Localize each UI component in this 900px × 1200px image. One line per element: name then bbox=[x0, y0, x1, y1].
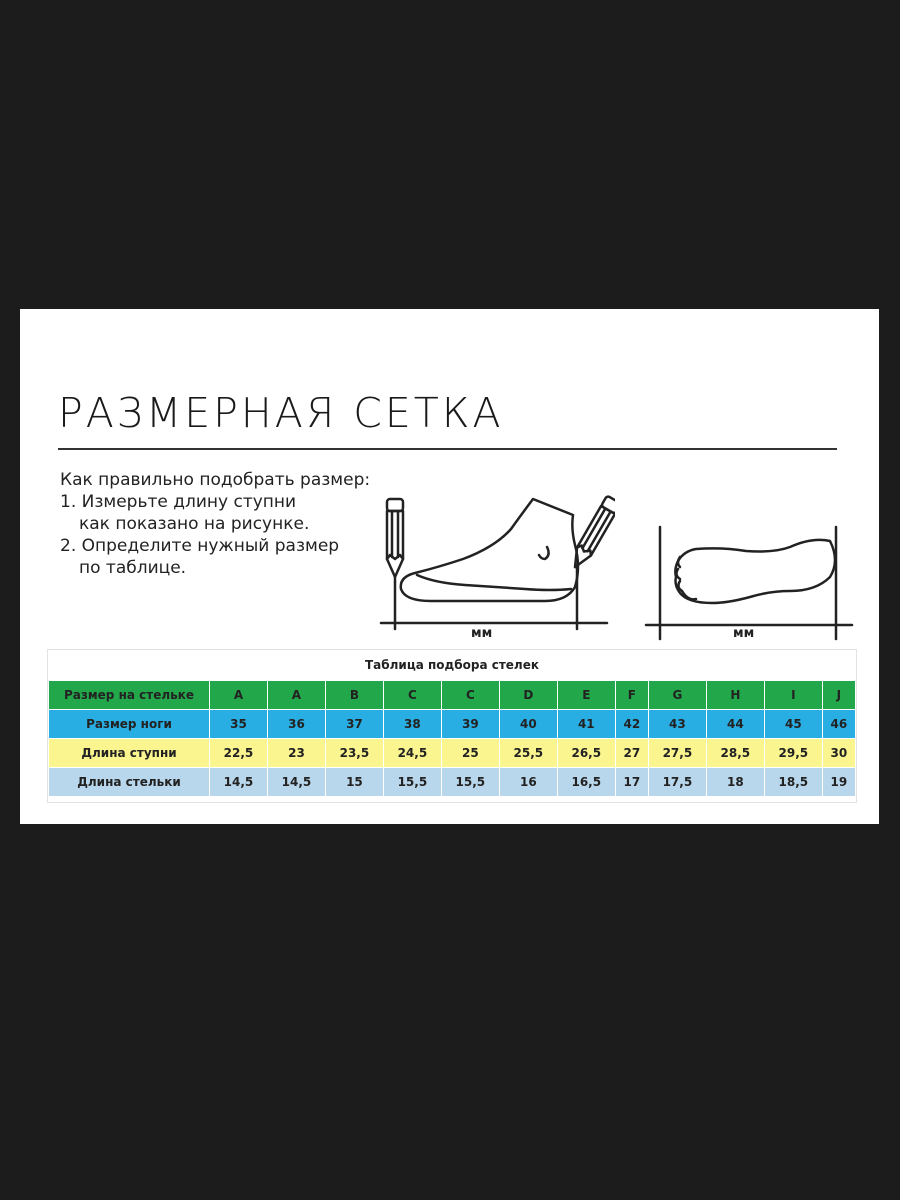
title-divider bbox=[58, 448, 837, 450]
row-insole-length bbox=[49, 768, 855, 796]
table-cell: 30 bbox=[823, 739, 855, 767]
instructions-heading: Как правильно подобрать размер: bbox=[60, 470, 371, 490]
table-cell: 45 bbox=[765, 710, 822, 738]
table-cell: 25 bbox=[442, 739, 499, 767]
size-grid bbox=[48, 680, 856, 797]
table-cell: 36 bbox=[268, 710, 325, 738]
table-cell: E bbox=[558, 681, 615, 709]
table-cell: 27,5 bbox=[649, 739, 706, 767]
row-label: Длина ступни bbox=[49, 739, 209, 767]
table-cell: 23 bbox=[268, 739, 325, 767]
instructions-step-2: 2. Определите нужный размер bbox=[60, 536, 340, 556]
table-cell: A bbox=[268, 681, 325, 709]
foot-side-with-pencils-icon bbox=[375, 489, 615, 639]
table-cell: 24,5 bbox=[384, 739, 441, 767]
table-cell: 44 bbox=[707, 710, 764, 738]
table-cell: 15,5 bbox=[442, 768, 499, 796]
table-cell: 29,5 bbox=[765, 739, 822, 767]
unit-label-right: мм bbox=[733, 626, 755, 641]
table-cell: I bbox=[765, 681, 822, 709]
table-cell: 15,5 bbox=[384, 768, 441, 796]
insole-size-table bbox=[47, 649, 857, 803]
table-cell: 16,5 bbox=[558, 768, 615, 796]
page-title: РАЗМЕРНАЯ СЕТКА bbox=[58, 389, 504, 437]
table-cell: 46 bbox=[823, 710, 855, 738]
table-cell: 15 bbox=[326, 768, 383, 796]
row-foot-size bbox=[49, 710, 855, 738]
table-cell: 39 bbox=[442, 710, 499, 738]
table-cell: 22,5 bbox=[210, 739, 267, 767]
table-cell: C bbox=[442, 681, 499, 709]
row-label: Размер на стельке bbox=[49, 681, 209, 709]
row-foot-length bbox=[49, 739, 855, 767]
table-cell: A bbox=[210, 681, 267, 709]
table-cell: G bbox=[649, 681, 706, 709]
table-cell: F bbox=[616, 681, 648, 709]
table-cell: H bbox=[707, 681, 764, 709]
table-cell: 26,5 bbox=[558, 739, 615, 767]
table-cell: J bbox=[823, 681, 855, 709]
table-cell: D bbox=[500, 681, 557, 709]
instructions bbox=[60, 469, 370, 579]
unit-label-left: мм bbox=[471, 626, 493, 641]
table-cell: 37 bbox=[326, 710, 383, 738]
table-title: Таблица подбора стелек bbox=[364, 658, 540, 672]
table-cell: 38 bbox=[384, 710, 441, 738]
table-cell: B bbox=[326, 681, 383, 709]
table-cell: 27 bbox=[616, 739, 648, 767]
table-cell: 41 bbox=[558, 710, 615, 738]
table-cell: 25,5 bbox=[500, 739, 557, 767]
foot-sole-outline-icon bbox=[640, 521, 860, 641]
table-cell: 18,5 bbox=[765, 768, 822, 796]
table-cell: 14,5 bbox=[210, 768, 267, 796]
row-label: Длина стельки bbox=[49, 768, 209, 796]
table-cell: 17,5 bbox=[649, 768, 706, 796]
instructions-step-1: 1. Измерьте длину ступни bbox=[60, 492, 297, 512]
instructions-step-2-cont: по таблице. bbox=[79, 558, 187, 578]
table-cell: C bbox=[384, 681, 441, 709]
table-cell: 18 bbox=[707, 768, 764, 796]
row-label: Размер ноги bbox=[49, 710, 209, 738]
row-insole-size bbox=[49, 681, 855, 709]
table-cell: 19 bbox=[823, 768, 855, 796]
table-cell: 28,5 bbox=[707, 739, 764, 767]
table-cell: 43 bbox=[649, 710, 706, 738]
table-cell: 14,5 bbox=[268, 768, 325, 796]
size-chart-card bbox=[20, 309, 879, 824]
table-cell: 23,5 bbox=[326, 739, 383, 767]
table-cell: 42 bbox=[616, 710, 648, 738]
instructions-step-1-cont: как показано на рисунке. bbox=[79, 514, 310, 534]
table-cell: 40 bbox=[500, 710, 557, 738]
table-cell: 17 bbox=[616, 768, 648, 796]
table-cell: 35 bbox=[210, 710, 267, 738]
table-cell: 16 bbox=[500, 768, 557, 796]
